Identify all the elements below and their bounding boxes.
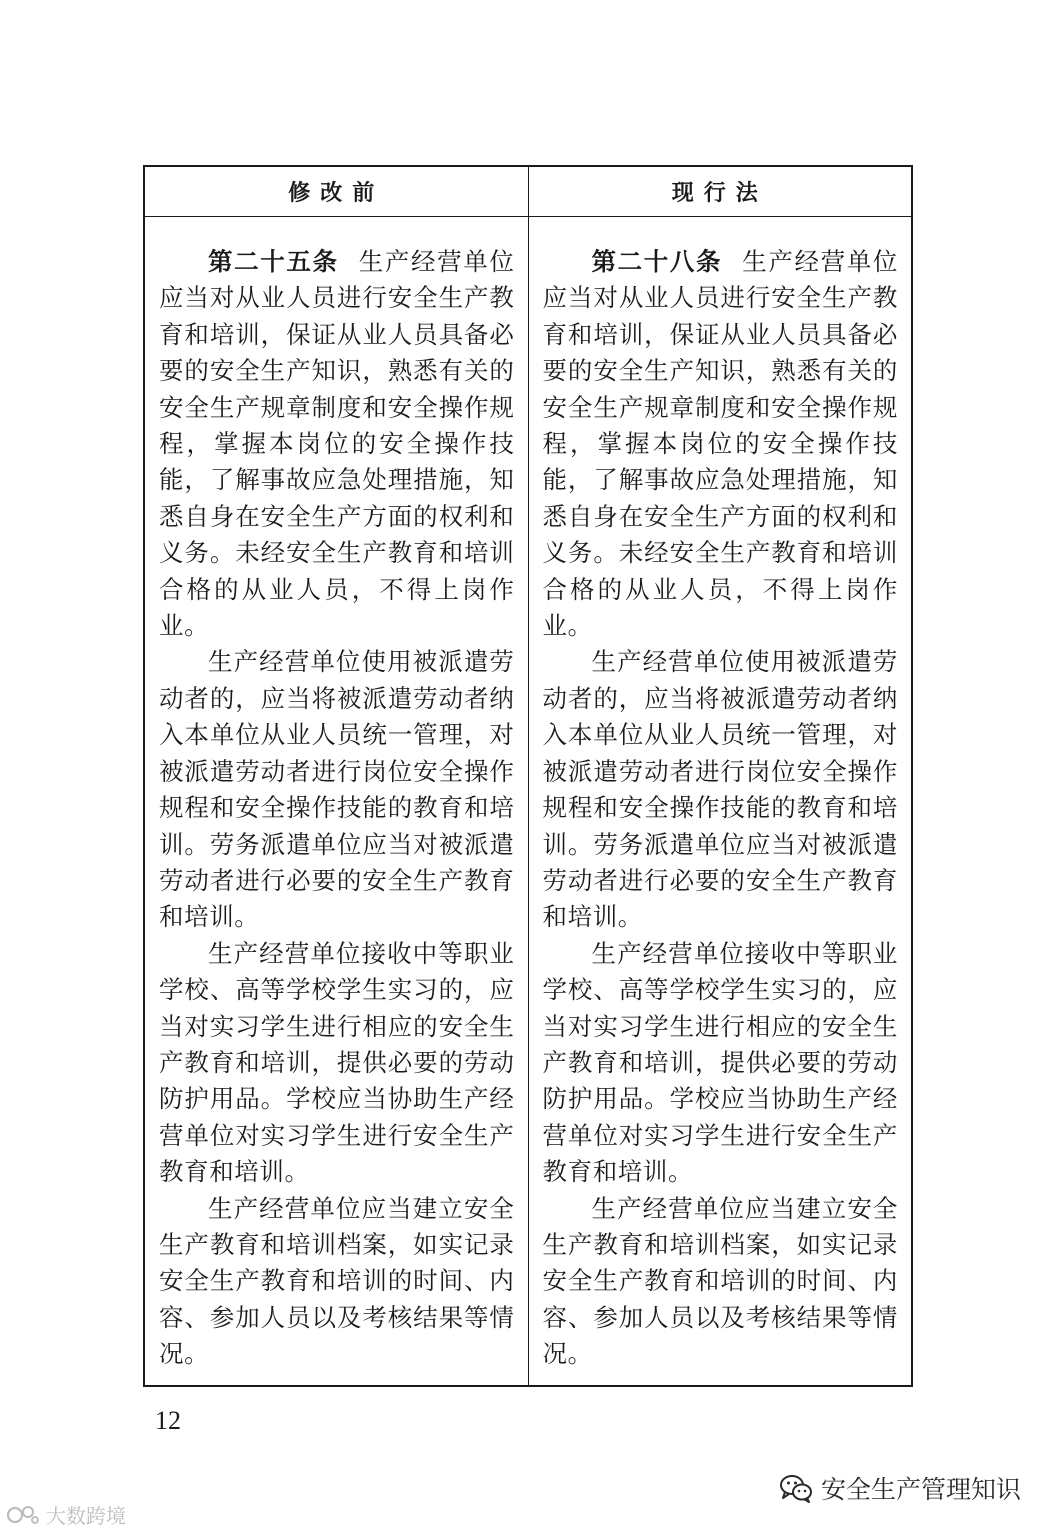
paragraph: 生产经营单位接收中等职业学校、高等学校学生实习的，应当对实习学生进行相应的安全生产教育和培训，提供必要的劳动防护用品。学校应当协助生产经营单位对实习学生进行安全生产教育和培训。	[159, 938, 515, 1187]
page-number: 12	[155, 1406, 181, 1435]
wechat-icon	[779, 1473, 813, 1503]
column-before-revision	[145, 217, 528, 1385]
account-name: 安全生产管理知识	[820, 1475, 1021, 1504]
paragraph: 生产经营单位使用被派遣劳动者的，应当将被派遣劳动者纳入本单位从业人员统一管理，对被派遣劳动者进行岗位安全操作规程和安全操作技能的教育和培训。劳务派遣单位应当对被派遣劳动者进行必要的安全生产教育和培训。	[159, 647, 515, 932]
paragraph: 生产经营单位应当建立安全生产教育和培训档案，如实记录安全生产教育和培训的时间、内容、参加人员以及考核结果等情况。	[542, 1193, 898, 1369]
table-body-row	[145, 217, 911, 1385]
paragraph	[543, 244, 899, 644]
paragraph-text: 生产经营单位应当对从业人员进行安全生产教育和培训，保证从业人员具备必要的安全生产知识，熟悉有关的安全生产规章制度和安全操作规程，掌握本岗位的安全操作技能，了解事故应急处理措施，知悉自身在安全生产方面的权利和义务。未经安全生产教育和培训合格的从业人员，不得上岗作业。	[542, 247, 898, 641]
brand-watermark	[6, 1500, 126, 1529]
paragraph: 生产经营单位使用被派遣劳动者的，应当将被派遣劳动者纳入本单位从业人员统一管理，对被派遣劳动者进行岗位安全操作规程和安全操作技能的教育和培训。劳务派遣单位应当对被派遣劳动者进行必要的安全生产教育和培训。	[542, 647, 898, 932]
brand-logo-icon	[6, 1503, 40, 1527]
paragraph	[159, 244, 515, 644]
header-current-law: 现行法	[528, 167, 912, 216]
comparison-table	[143, 165, 913, 1387]
paragraph-text: 生产经营单位应当对从业人员进行安全生产教育和培训，保证从业人员具备必要的安全生产知识，熟悉有关的安全生产规章制度和安全操作规程，掌握本岗位的安全操作技能，了解事故应急处理措施，知悉自身在安全生产方面的权利和义务。未经安全生产教育和培训合格的从业人员，不得上岗作业。	[159, 247, 515, 641]
column-current-law	[528, 217, 912, 1385]
paragraph: 生产经营单位接收中等职业学校、高等学校学生实习的，应当对实习学生进行相应的安全生产教育和培训，提供必要的劳动防护用品。学校应当协助生产经营单位对实习学生进行安全生产教育和培训。	[542, 938, 898, 1187]
account-watermark	[779, 1470, 1021, 1506]
header-before-revision: 修改前	[288, 181, 385, 206]
article-number: 第二十八条	[591, 247, 723, 276]
article-number: 第二十五条	[208, 247, 339, 276]
brand-name: 大数跨境	[46, 1504, 126, 1528]
paragraph: 生产经营单位应当建立安全生产教育和培训档案，如实记录安全生产教育和培训的时间、内容、参加人员以及考核结果等情况。	[159, 1193, 515, 1369]
table-header-row	[145, 167, 911, 217]
